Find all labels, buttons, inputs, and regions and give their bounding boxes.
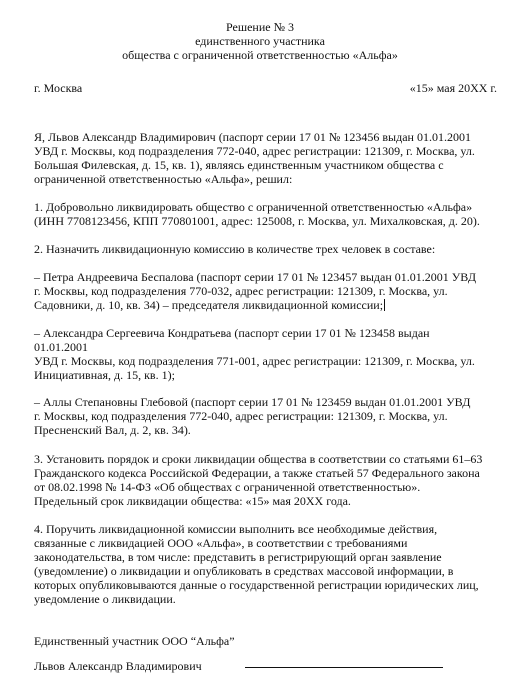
item-3-paragraph	[34, 452, 497, 508]
place: г. Москва	[34, 81, 83, 95]
place-date-row	[34, 81, 497, 95]
item-2-paragraph	[34, 242, 497, 256]
text-line: – Аллы Степановны Глебовой (паспорт серии 17 01 № 123459 выдан 01.01.2001 УВД	[34, 395, 471, 409]
text-line: г. Москвы, код подразделения 772-040, адрес регистрации: 121309, г. Москва, ул.	[34, 409, 448, 423]
text-line: УВД г. Москвы, код подразделения 771-001, адрес регистрации: 121309, г. Москва, ул.	[34, 354, 475, 368]
text-line-content: Садовники, д. 10, кв. 34) – председателя ликвидационной комиссии;	[34, 298, 384, 312]
text-line: УВД г. Москвы, код подразделения 772-040, адрес регистрации: 121309, г. Москва, ул.	[34, 144, 475, 158]
text-line	[34, 298, 497, 312]
text-line: Гражданского кодекса Российской Федерации, а также статьей 57 Федерального закона	[34, 466, 480, 480]
text-line: законодательства, в том числе: представить в регистрирующий орган заявление	[34, 550, 442, 564]
text-line: уведомление о ликвидации.	[34, 592, 176, 606]
text-line: Инициативная, д. 15, кв. 1);	[34, 368, 175, 382]
text-line: (ИНН 7708123456, КПП 770801001, адрес: 125008, г. Москва, ул. Михалковская, д. 20).	[34, 214, 480, 228]
text-line: (уведомление) о ликвидации и опубликовать в средствах массовой информации, в	[34, 564, 454, 578]
item-1-paragraph	[34, 200, 497, 228]
text-line: 2. Назначить ликвидационную комиссию в количестве трех человек в составе:	[34, 242, 436, 256]
text-line: 4. Поручить ликвидационной комиссии выполнить все необходимые действия,	[34, 522, 438, 536]
header-line-3: общества с ограниченной ответственностью «Альфа»	[122, 48, 398, 62]
text-line: ограниченной ответственностью «Альфа», решил:	[34, 172, 293, 186]
document-header	[0, 20, 520, 62]
text-line: которых опубликовываются данные о государственной регистрации юридических лиц,	[34, 578, 479, 592]
text-line: Предельный срок ликвидации общества: «15» мая 20XX года.	[34, 494, 351, 508]
text-line: – Петра Андреевича Беспалова (паспорт серии 17 01 № 123457 выдан 01.01.2001 УВД	[34, 270, 477, 284]
header-line-2: единственного участника	[195, 34, 325, 48]
commission-member-3	[34, 395, 497, 437]
signatory-name: Львов Александр Владимирович	[34, 659, 202, 673]
text-line: 1. Добровольно ликвидировать общество с ограниченной ответственностью «Альфа»	[34, 200, 473, 214]
text-line: – Александра Сергеевича Кондратьева (паспорт серии 17 01 № 123458 выдан	[34, 326, 430, 340]
text-line: Я, Львов Александр Владимирович (паспорт серии 17 01 № 123456 выдан 01.01.2001	[34, 130, 471, 144]
signatory-role: Единственный участник ООО “Альфа”	[34, 634, 235, 648]
text-line: связанные с ликвидацией ООО «Альфа», в соответствии с требованиями	[34, 536, 408, 550]
signature-line	[245, 667, 443, 668]
text-line: Большая Филевская, д. 15, кв. 1), являясь единственным участником общества с	[34, 158, 444, 172]
item-4-paragraph	[34, 522, 497, 606]
text-line: Пресненский Вал, д. 2, кв. 34).	[34, 423, 191, 437]
text-cursor	[384, 299, 385, 311]
commission-member-2	[34, 326, 497, 382]
text-line: от 08.02.1998 № 14-ФЗ «Об обществах с ограниченной ответственностью».	[34, 480, 421, 494]
text-line: 3. Установить порядок и сроки ликвидации общества в соответствии со статьями 61–63	[34, 452, 483, 466]
text-line: 01.01.2001	[34, 340, 88, 354]
commission-member-1	[34, 270, 497, 312]
text-line: г. Москвы, код подразделения 770-032, адрес регистрации: 121309, г. Москва, ул.	[34, 284, 448, 298]
date: «15» мая 20XX г.	[409, 81, 497, 95]
intro-paragraph	[34, 130, 497, 186]
document-title: Решение № 3	[225, 20, 295, 34]
